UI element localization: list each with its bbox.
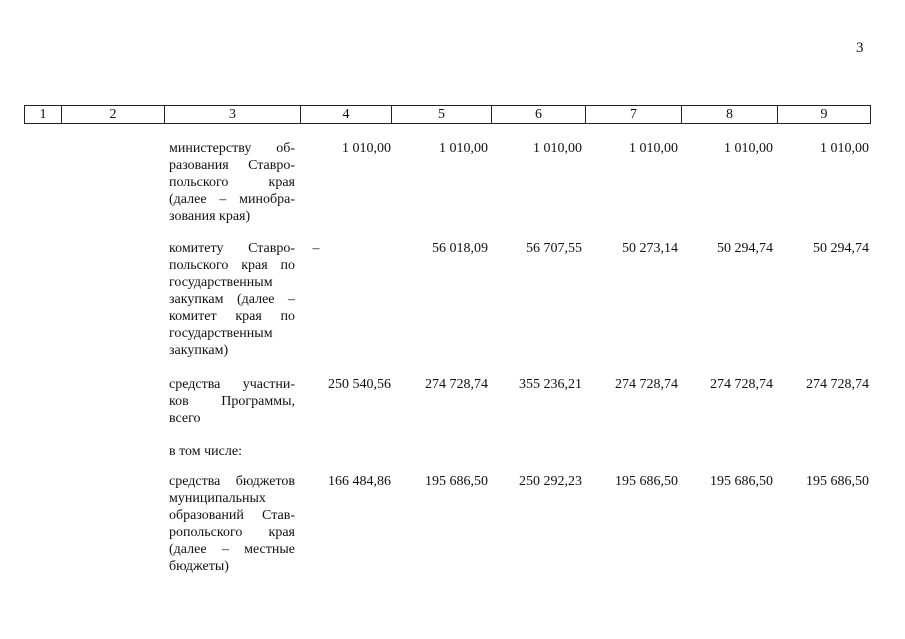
row-label: министерству об-разования Ставро-польского края (далее – минобра-зования края) <box>169 141 295 224</box>
value-col-6: 56 707,55 <box>526 241 582 256</box>
value-col-6: 250 292,23 <box>519 474 582 489</box>
value-col-6: 1 010,00 <box>533 141 582 156</box>
value-col-7: 195 686,50 <box>615 474 678 489</box>
header-cell-9: 9 <box>778 106 871 124</box>
value-col-9: 50 294,74 <box>813 241 869 256</box>
row-label: в том числе: <box>169 444 242 459</box>
header-cell-3: 3 <box>165 106 301 124</box>
value-col-5: 1 010,00 <box>439 141 488 156</box>
column-number-header <box>24 105 871 124</box>
row-label: средства участни-ков Программы, всего <box>169 377 295 426</box>
value-col-4: – <box>312 241 320 256</box>
value-col-9: 274 728,74 <box>806 377 869 392</box>
value-col-9: 195 686,50 <box>806 474 869 489</box>
value-col-5: 56 018,09 <box>432 241 488 256</box>
value-col-8: 50 294,74 <box>717 241 773 256</box>
value-col-7: 1 010,00 <box>629 141 678 156</box>
value-col-6: 355 236,21 <box>519 377 582 392</box>
value-col-4: 1 010,00 <box>342 141 391 156</box>
header-cell-5: 5 <box>392 106 492 124</box>
header-cell-8: 8 <box>682 106 778 124</box>
value-col-9: 1 010,00 <box>820 141 869 156</box>
row-label: комитету Ставро-польского края по государственным закупкам (далее – комитет края по государственным закупкам) <box>169 241 295 358</box>
value-col-7: 274 728,74 <box>615 377 678 392</box>
value-col-4: 250 540,56 <box>328 377 391 392</box>
value-col-4: 166 484,86 <box>328 474 391 489</box>
page-number: 3 <box>856 40 864 56</box>
header-cell-4: 4 <box>301 106 392 124</box>
value-col-8: 1 010,00 <box>724 141 773 156</box>
header-cell-2: 2 <box>62 106 165 124</box>
header-cell-1: 1 <box>25 106 62 124</box>
value-col-8: 274 728,74 <box>710 377 773 392</box>
row-label: средства бюджетов муниципальных образований Став-ропольского края (далее – местные бюджеты) <box>169 474 295 574</box>
header-cell-6: 6 <box>492 106 586 124</box>
value-col-8: 195 686,50 <box>710 474 773 489</box>
value-col-5: 274 728,74 <box>425 377 488 392</box>
header-cell-7: 7 <box>586 106 682 124</box>
value-col-5: 195 686,50 <box>425 474 488 489</box>
value-col-7: 50 273,14 <box>622 241 678 256</box>
